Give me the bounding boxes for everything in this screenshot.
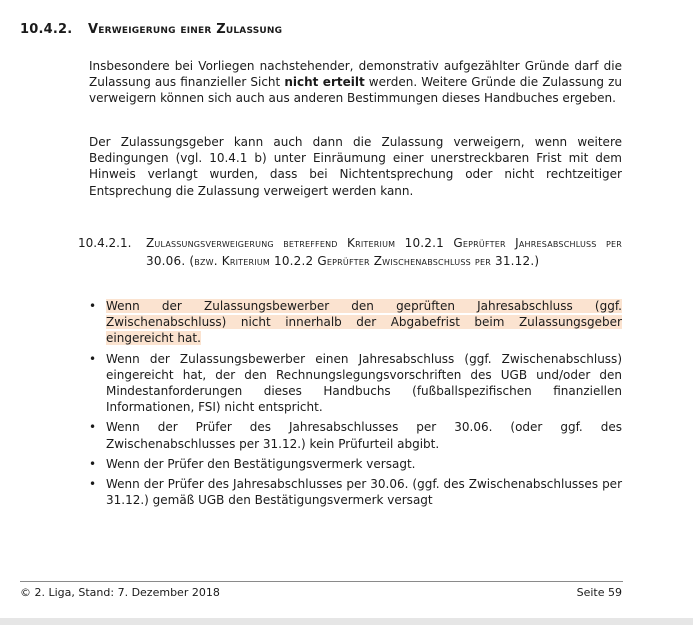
bullet-marker: •: [89, 456, 97, 471]
page-edge-strip: [0, 618, 693, 625]
list-item: [89, 456, 622, 472]
section-title: Verweigerung einer Zulassung: [88, 22, 283, 37]
subsection-title: Zulassungsverweigerung betreffend Kriterium 10.2.1 Geprüfter Jahresabschluss per 30.06. (bzw. Kriterium 10.2.2 Geprüfter Zwischenabschluss per 31.12.): [146, 236, 622, 268]
subsection-heading: [78, 234, 622, 270]
list-item-text: Wenn der Zulassungsbewerber einen Jahresabschluss (ggf. Zwischenabschluss) eingereicht hat, der den Rechnungslegungsvorschriften des UGB und/oder den Mindestanforderungen dieses Handbuchs (fußballspezifischen finanziellen Informationen, FSI) nicht entspricht.: [106, 351, 622, 415]
intro-emphasis: nicht erteilt: [284, 75, 365, 90]
bullet-marker: •: [89, 351, 97, 366]
refusal-reasons-list: [89, 298, 622, 512]
bullet-marker: •: [89, 477, 97, 492]
list-item-text: Wenn der Prüfer des Jahresabschlusses per 30.06. (ggf. des Zwischenabschlusses per 31.12.) gemäß UGB den Bestätigungsvermerk versagt: [106, 477, 622, 508]
list-item-text: Wenn der Prüfer des Jahresabschlusses per 30.06. (oder ggf. des Zwischenabschlusses per 31.12.) kein Prüfurteil abgibt.: [106, 420, 622, 451]
intro-paragraph: [89, 58, 622, 107]
footer-copyright: © 2. Liga, Stand: 7. Dezember 2018: [20, 586, 220, 599]
list-item: [89, 351, 622, 416]
list-item: [89, 419, 622, 451]
subsection-number: 10.4.2.1.: [78, 236, 132, 250]
footer-divider: [20, 581, 623, 582]
section-heading: [20, 22, 282, 37]
refusal-paragraph: Der Zulassungsgeber kann auch dann die Zulassung verweigern, wenn weitere Bedingungen (vgl. 10.4.1 b) unter Einräumung einer unerstreckbaren Frist mit dem Hinweis verlangt wurden, dass bei Nichtentsprechung oder nicht rechtzeitiger Entsprechung die Zulassung verweigert werden kann.: [89, 135, 622, 198]
page-number: Seite 59: [576, 586, 622, 599]
list-item: [89, 476, 622, 508]
bullet-marker: •: [89, 420, 97, 435]
list-item-text: Wenn der Zulassungsbewerber den geprüften Jahresabschluss (ggf. Zwischenabschluss) nicht innerhalb der Abgabefrist beim Zulassungsgeber eingereicht hat.: [106, 299, 622, 346]
list-item-text: Wenn der Prüfer den Bestätigungsvermerk versagt.: [106, 456, 416, 471]
intro-text-end: werden. Weitere Gründe die Zulassung zu verweigern können sich auch aus anderen Bestimmungen dieses Handbuches ergeben.: [89, 75, 623, 106]
intro-text-start: Insbesondere bei Vorliegen nachstehender, demonstrativ aufgezählter Gründe darf die Zulassung aus finanzieller Sicht: [89, 59, 622, 90]
section-number: 10.4.2.: [20, 22, 73, 37]
list-item: [89, 298, 622, 347]
bullet-marker: •: [89, 299, 97, 313]
